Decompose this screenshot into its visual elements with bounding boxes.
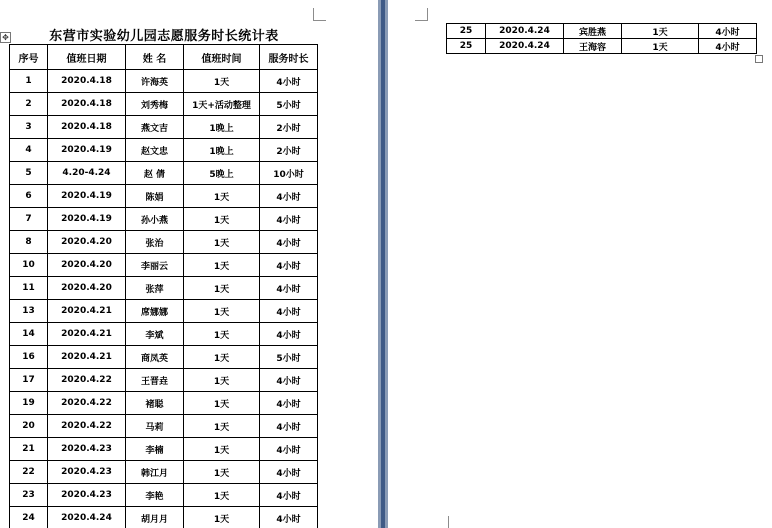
cell-service-hours: 4小时 (260, 461, 318, 484)
document-page-2 (388, 0, 772, 528)
cell-service-hours: 4小时 (260, 323, 318, 346)
cell-date: 2020.4.22 (48, 415, 126, 438)
cell-index: 6 (10, 185, 48, 208)
table-row (10, 438, 318, 461)
cell-date: 2020.4.19 (48, 208, 126, 231)
table-row (10, 116, 318, 139)
cell-name: 燕文吉 (126, 116, 184, 139)
cell-index: 22 (10, 461, 48, 484)
cell-duty-time: 1天 (184, 461, 260, 484)
cell-name: 孙小燕 (126, 208, 184, 231)
cell-date: 2020.4.20 (48, 277, 126, 300)
cell-service-hours: 4小时 (260, 277, 318, 300)
document-title: 东营市实验幼儿园志愿服务时长统计表 (49, 29, 279, 44)
cell-name: 胡月月 (126, 507, 184, 528)
cell-duty-time: 1天 (184, 415, 260, 438)
cell-duty-time: 1天 (184, 231, 260, 254)
cell-duty-time: 1天 (184, 185, 260, 208)
cell-duty-time: 1天 (184, 438, 260, 461)
cell-duty-time: 1天 (184, 300, 260, 323)
cell-date: 2020.4.23 (48, 438, 126, 461)
cell-name: 马莉 (126, 415, 184, 438)
cell-index: 11 (10, 277, 48, 300)
cell-date: 2020.4.18 (48, 93, 126, 116)
table-row (447, 39, 757, 54)
cell-date: 2020.4.24 (48, 507, 126, 528)
page-margin-corner-bottom-left (436, 516, 449, 528)
cell-name: 赵 倩 (126, 162, 184, 185)
cell-service-hours: 4小时 (260, 507, 318, 528)
cell-service-hours: 2小时 (260, 139, 318, 162)
cell-index: 16 (10, 346, 48, 369)
page-margin-corner-top-right (313, 8, 326, 21)
page-gap-edge (381, 0, 385, 528)
cell-service-hours: 5小时 (260, 93, 318, 116)
cell-date: 2020.4.22 (48, 369, 126, 392)
volunteer-hours-table (9, 44, 318, 528)
header-service-hours: 服务时长 (260, 45, 318, 70)
cell-duty-time: 1天 (184, 484, 260, 507)
cell-name: 韩江月 (126, 461, 184, 484)
table-row (10, 300, 318, 323)
cell-index: 23 (10, 484, 48, 507)
table-row (10, 185, 318, 208)
cell-name: 许海英 (126, 70, 184, 93)
cell-name: 商凤英 (126, 346, 184, 369)
cell-date: 2020.4.23 (48, 461, 126, 484)
cell-duty-time: 1天 (184, 208, 260, 231)
cell-service-hours: 4小时 (260, 70, 318, 93)
table-row (447, 24, 757, 39)
table-move-handle-icon[interactable]: ✥ (0, 32, 11, 43)
cell-index: 3 (10, 116, 48, 139)
header-index: 序号 (10, 45, 48, 70)
cell-index: 19 (10, 392, 48, 415)
cell-duty-time: 1天 (184, 70, 260, 93)
table-header-row (10, 45, 318, 70)
cell-service-hours: 5小时 (260, 346, 318, 369)
cell-date: 2020.4.22 (48, 392, 126, 415)
header-duty-time: 值班时间 (184, 45, 260, 70)
cell-name: 张治 (126, 231, 184, 254)
cell-duty-time: 5晚上 (184, 162, 260, 185)
cell-service-hours: 2小时 (260, 116, 318, 139)
cell-index: 25 (447, 24, 486, 39)
table-row (10, 323, 318, 346)
cell-date: 2020.4.23 (48, 484, 126, 507)
cell-date: 2020.4.21 (48, 323, 126, 346)
cell-date: 2020.4.20 (48, 254, 126, 277)
cell-date: 2020.4.21 (48, 300, 126, 323)
cell-date: 2020.4.20 (48, 231, 126, 254)
cell-name: 褚聪 (126, 392, 184, 415)
volunteer-hours-table-continued (446, 23, 757, 54)
cell-name: 王海容 (564, 39, 622, 54)
document-page-1 (0, 0, 378, 528)
table-row (10, 139, 318, 162)
table-row (10, 162, 318, 185)
cell-duty-time: 1天 (184, 254, 260, 277)
cell-name: 宾胜燕 (564, 24, 622, 39)
cell-name: 李丽云 (126, 254, 184, 277)
cell-service-hours: 4小时 (260, 231, 318, 254)
cell-index: 24 (10, 507, 48, 528)
cell-duty-time: 1天 (622, 24, 699, 39)
cell-service-hours: 4小时 (260, 415, 318, 438)
cell-index: 20 (10, 415, 48, 438)
cell-service-hours: 4小时 (260, 185, 318, 208)
cell-date: 2020.4.19 (48, 139, 126, 162)
cell-service-hours: 4小时 (260, 369, 318, 392)
table-row (10, 484, 318, 507)
cell-duty-time: 1天 (622, 39, 699, 54)
header-name: 姓 名 (126, 45, 184, 70)
cell-name: 张萍 (126, 277, 184, 300)
cell-index: 21 (10, 438, 48, 461)
cell-index: 17 (10, 369, 48, 392)
table-row (10, 415, 318, 438)
cell-date: 2020.4.21 (48, 346, 126, 369)
cell-duty-time: 1天 (184, 507, 260, 528)
cell-duty-time: 1天 (184, 277, 260, 300)
cell-service-hours: 4小时 (260, 254, 318, 277)
cell-duty-time: 1天 (184, 323, 260, 346)
cell-service-hours: 4小时 (260, 484, 318, 507)
cell-service-hours: 4小时 (260, 300, 318, 323)
table-row (10, 507, 318, 528)
table-row (10, 93, 318, 116)
cell-index: 5 (10, 162, 48, 185)
cell-date: 2020.4.24 (486, 24, 564, 39)
cell-name: 赵文忠 (126, 139, 184, 162)
cell-service-hours: 4小时 (699, 24, 757, 39)
cell-date: 2020.4.24 (486, 39, 564, 54)
table-row (10, 254, 318, 277)
cell-duty-time: 1天 (184, 392, 260, 415)
cell-name: 席娜娜 (126, 300, 184, 323)
cell-index: 14 (10, 323, 48, 346)
table-resize-handle[interactable] (755, 55, 763, 63)
cell-index: 1 (10, 70, 48, 93)
cell-index: 13 (10, 300, 48, 323)
cell-service-hours: 10小时 (260, 162, 318, 185)
cell-date: 4.20-4.24 (48, 162, 126, 185)
cell-service-hours: 4小时 (260, 438, 318, 461)
cell-index: 25 (447, 39, 486, 54)
cell-name: 刘秀梅 (126, 93, 184, 116)
header-date: 值班日期 (48, 45, 126, 70)
page-margin-corner-top-left (415, 8, 428, 21)
table-row (10, 208, 318, 231)
cell-date: 2020.4.19 (48, 185, 126, 208)
table-row (10, 461, 318, 484)
cell-date: 2020.4.18 (48, 116, 126, 139)
cell-name: 李艳 (126, 484, 184, 507)
cell-name: 李楠 (126, 438, 184, 461)
cell-index: 4 (10, 139, 48, 162)
table-row (10, 369, 318, 392)
table-row (10, 277, 318, 300)
cell-service-hours: 4小时 (260, 208, 318, 231)
cell-service-hours: 4小时 (699, 39, 757, 54)
cell-duty-time: 1晚上 (184, 139, 260, 162)
table-row (10, 346, 318, 369)
table-row (10, 231, 318, 254)
cell-index: 8 (10, 231, 48, 254)
cell-duty-time: 1天 (184, 346, 260, 369)
cell-name: 李斌 (126, 323, 184, 346)
cell-name: 陈娟 (126, 185, 184, 208)
cell-service-hours: 4小时 (260, 392, 318, 415)
table-row (10, 392, 318, 415)
cell-name: 王晋垚 (126, 369, 184, 392)
cell-index: 7 (10, 208, 48, 231)
cell-index: 10 (10, 254, 48, 277)
cell-date: 2020.4.18 (48, 70, 126, 93)
cell-duty-time: 1天+活动整理 (184, 93, 260, 116)
cell-index: 2 (10, 93, 48, 116)
cell-duty-time: 1晚上 (184, 116, 260, 139)
cell-duty-time: 1天 (184, 369, 260, 392)
table-row (10, 70, 318, 93)
